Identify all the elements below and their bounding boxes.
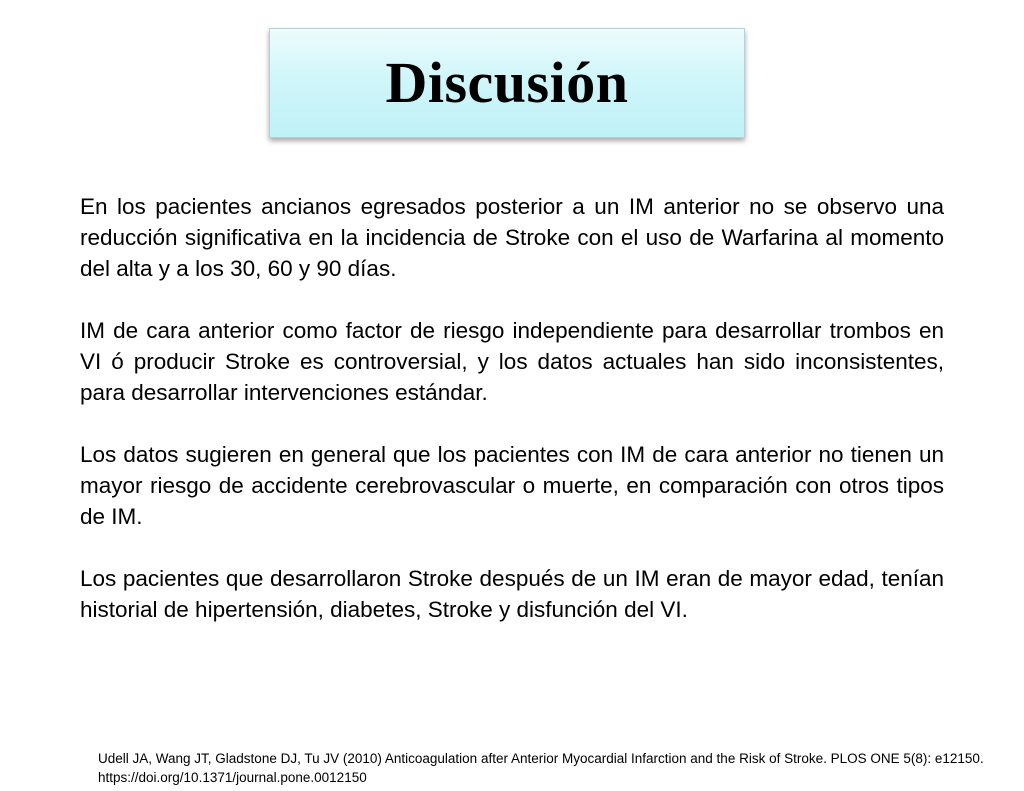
paragraph-2: IM de cara anterior como factor de riesgo independiente para desarrollar trombos en VI ó producir Stroke es controversial, y los datos actuales han sido inconsistentes, para desarrollar intervenciones estándar. <box>80 318 944 405</box>
slide-body <box>80 191 944 656</box>
citation-footnote: Udell JA, Wang JT, Gladstone DJ, Tu JV (2010) Anticoagulation after Anterior Myocardial Infarction and the Risk of Stroke. PLOS ONE 5(8): e12150. https://doi.org/10.1371/journal.pone.0012150 <box>98 751 984 785</box>
paragraph-3: Los datos sugieren en general que los pacientes con IM de cara anterior no tienen un mayor riesgo de accidente cerebrovascular o muerte, en comparación con otros tipos de IM. <box>80 442 944 529</box>
paragraph-4: Los pacientes que desarrollaron Stroke después de un IM eran de mayor edad, tenían historial de hipertensión, diabetes, Stroke y disfunción del VI. <box>80 566 944 622</box>
title-box <box>269 28 745 138</box>
paragraph-1: En los pacientes ancianos egresados posterior a un IM anterior no se observo una reducción significativa en la incidencia de Stroke con el uso de Warfarina al momento del alta y a los 30, 60 y 90 días. <box>80 194 944 281</box>
slide-title: Discusión <box>385 50 629 115</box>
